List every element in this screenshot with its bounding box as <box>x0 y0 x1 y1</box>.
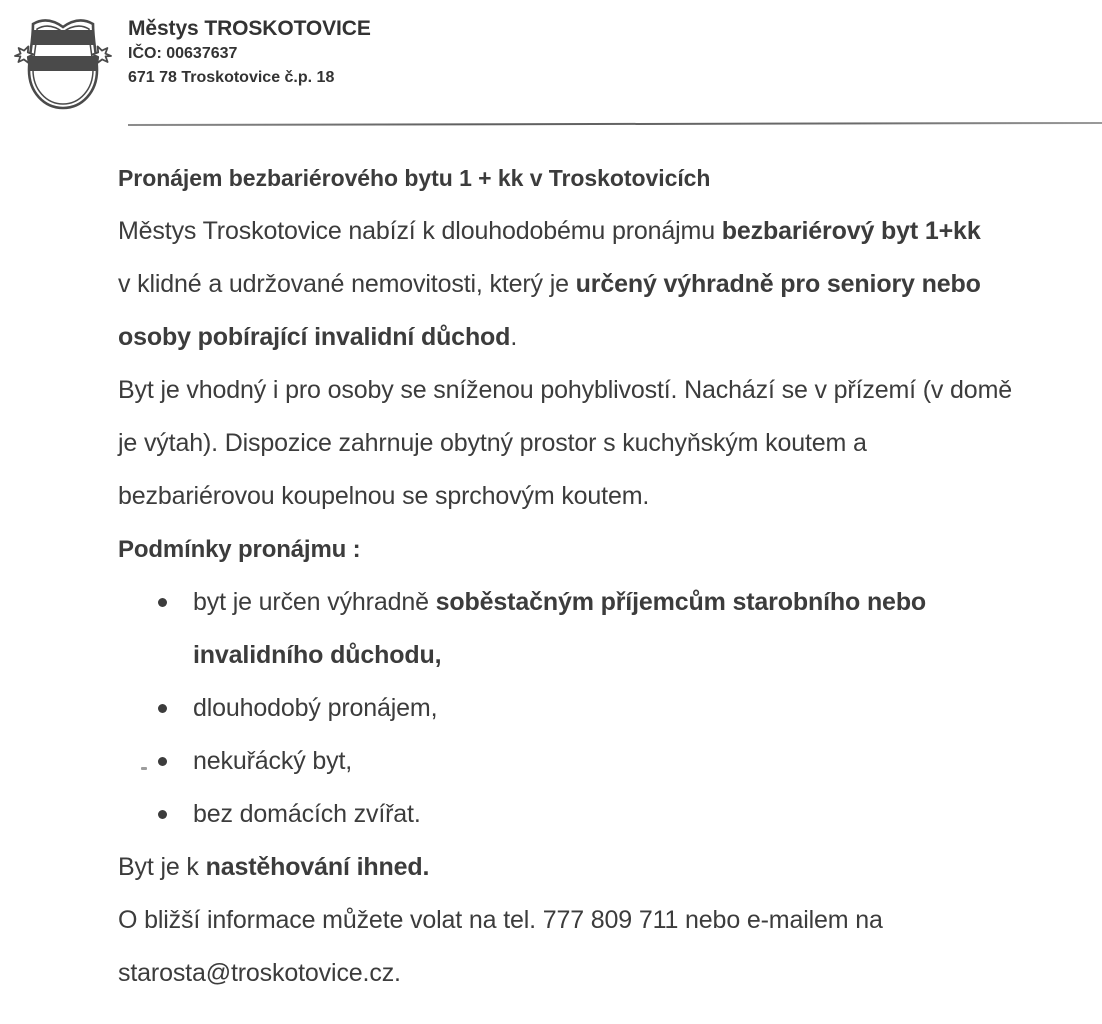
contact-line-2: starosta@troskotovice.cz. <box>118 959 401 987</box>
intro-line-1-regular: Městys Troskotovice nabízí k dlouhodobému pronájmu <box>118 217 722 245</box>
list-item-continuation-text: invalidního důchodu, <box>193 641 442 669</box>
description-line-3: bezbariérovou koupelnou se sprchovým koutem. <box>118 482 650 510</box>
list-item-text: nekuřácký byt, <box>193 747 353 775</box>
document-body <box>118 152 1102 1000</box>
intro-line-3-regular: . <box>510 323 518 351</box>
organization-address: 671 78 Troskotovice č.p. 18 <box>128 69 335 86</box>
list-item-text <box>193 588 926 616</box>
bullet-dot-icon <box>158 598 167 607</box>
organization-name: Městys TROSKOTOVICE <box>128 17 371 40</box>
list-item <box>118 788 1102 841</box>
list-item-bold: soběstačným příjemcům starobního nebo <box>435 588 927 616</box>
bullet-dot-icon <box>158 810 167 819</box>
intro-line-2-regular: v klidné a udržované nemovitosti, který je <box>118 270 576 298</box>
list-item-text: dlouhodobý pronájem, <box>193 694 438 722</box>
contact-line-1: O bližší informace můžete volat na tel. 777 809 711 nebo e-mailem na <box>118 906 883 934</box>
letterhead <box>0 0 1102 128</box>
description-line-1: Byt je vhodný i pro osoby se sníženou pohyblivostí. Nachází se v přízemí (v domě <box>118 376 1012 404</box>
conditions-list <box>118 576 1102 841</box>
intro-line-2 <box>118 258 1102 311</box>
document-title: Pronájem bezbariérového bytu 1 + kk v Troskotovicích <box>118 165 711 191</box>
list-item <box>118 682 1102 735</box>
intro-line-1-bold: bezbariérový byt 1+kk <box>721 217 981 245</box>
scan-artifact-speck <box>141 767 147 770</box>
coat-of-arms-icon <box>4 8 122 120</box>
header-divider <box>128 122 1102 126</box>
bullet-dot-icon <box>158 704 167 713</box>
intro-line-2-bold: určený výhradně pro seniory nebo <box>575 270 981 298</box>
organization-ico: IČO: 00637637 <box>128 45 238 62</box>
description-line-2: je výtah). Dispozice zahrnuje obytný prostor s kuchyňským koutem a <box>118 429 867 457</box>
intro-line-1 <box>118 205 1102 258</box>
list-item-regular: byt je určen výhradně <box>193 588 436 616</box>
list-item <box>118 576 1102 629</box>
list-item-continuation <box>118 629 1102 682</box>
organization-block <box>128 16 688 90</box>
list-item-text: bez domácích zvířat. <box>193 800 421 828</box>
list-item <box>118 735 1102 788</box>
conditions-heading: Podmínky pronájmu : <box>118 536 361 563</box>
availability-line <box>118 841 1102 894</box>
intro-line-3 <box>118 311 1102 364</box>
availability-regular: Byt je k <box>118 853 206 881</box>
availability-bold: nastěhování ihned. <box>205 853 430 881</box>
bullet-dot-icon <box>158 757 167 766</box>
intro-line-3-bold: osoby pobírající invalidní důchod <box>118 323 511 351</box>
